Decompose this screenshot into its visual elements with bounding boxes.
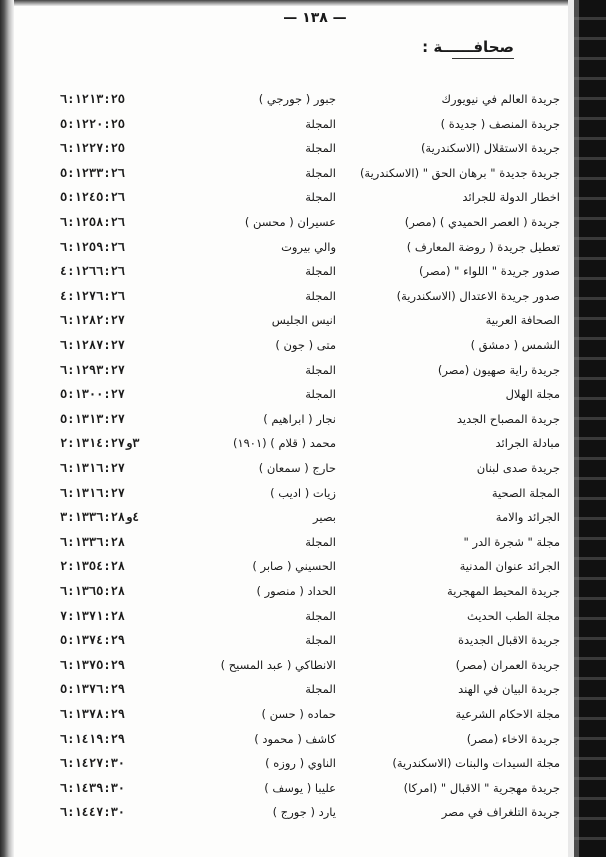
list-item — [60, 682, 560, 706]
entry-reference: ٦:١٣٣٦:٢٨ — [60, 534, 126, 549]
list-item — [60, 584, 560, 608]
entry-title: جريدة البيان في الهند — [458, 682, 560, 697]
entry-title: جريدة صدى لبنان — [476, 461, 560, 475]
entry-author: المجلة — [305, 116, 336, 131]
entry-reference: ٤:١٢٦٦:٢٦ — [60, 264, 126, 279]
list-item — [60, 240, 560, 264]
entry-title: صدور جريدة " اللواء " (مصر) — [419, 264, 560, 279]
entry-author: المجلة — [305, 264, 336, 279]
entry-reference: ٦:١٢٥٨:٢٦ — [60, 215, 126, 229]
entry-author: زيات ( اديب ) — [270, 485, 336, 500]
entry-author: المجلة — [305, 141, 336, 156]
entry-title: مجلة الاحكام الشرعية — [455, 707, 560, 721]
list-item — [60, 486, 560, 510]
entry-title: جريدة ( العصر الحميدي ) (مصر) — [404, 215, 560, 229]
entry-reference: ٦:١٢١٣:٢٥ — [60, 92, 126, 106]
entry-author: عليبا ( يوسف ) — [264, 780, 336, 795]
entry-reference: ٥:١٣٧٤:٢٩ — [60, 633, 126, 648]
entry-title: جريدة المنصف ( جديدة ) — [440, 116, 560, 131]
list-item — [60, 633, 560, 657]
list-item — [60, 338, 560, 362]
entry-author: انيس الجليس — [271, 313, 336, 328]
entry-title: جريدة الاستقلال (الاسكندرية) — [420, 141, 560, 156]
entry-author: محمد ( قلام ) (١٩٠١) — [232, 436, 336, 451]
entry-reference: ٤:١٢٧٦:٢٦ — [60, 288, 126, 303]
list-item — [60, 92, 560, 116]
list-item — [60, 805, 560, 829]
entry-author: نجار ( ابراهيم ) — [263, 411, 336, 426]
list-item — [60, 141, 560, 165]
entry-title: جريدة المصباح الجديد — [456, 411, 560, 426]
entry-reference: ٥:١٣١٣:٢٧ — [60, 411, 126, 426]
list-item — [60, 707, 560, 731]
entry-reference: ٧:١٣٧١:٢٨ — [60, 608, 126, 623]
section-heading: صحافــــــة : — [422, 38, 514, 56]
entry-author: المجلة — [305, 682, 336, 697]
list-item — [60, 535, 560, 559]
entry-reference: ٦:١٤٢٧:٣٠ — [60, 756, 126, 771]
scan-left-edge — [0, 0, 14, 857]
entry-title: جريدة راية صهيون (مصر) — [437, 362, 560, 377]
list-item — [60, 436, 560, 460]
entry-reference: ٥:١٢٢٠:٢٥ — [60, 116, 126, 131]
entry-title: جريدة العالم في نيويورك — [441, 92, 560, 106]
entry-author: المجلة — [305, 608, 336, 623]
entry-author: متى ( جون ) — [275, 338, 336, 352]
list-item — [60, 166, 560, 190]
entry-author: بصير — [313, 510, 336, 525]
entry-author: المجلة — [305, 387, 336, 402]
entry-author: كاشف ( محمود ) — [254, 731, 336, 746]
entry-reference: ٦:١٢٥٩:٢٦ — [60, 239, 126, 254]
entry-title: الجرائد عنوان المدنية — [459, 559, 560, 574]
entry-title: مجلة " شجرة الدر " — [463, 534, 560, 549]
entry-author: عسيران ( محسن ) — [244, 215, 336, 229]
entry-author: المجلة — [305, 190, 336, 205]
entry-author: المجلة — [305, 362, 336, 377]
entry-reference: ٦:١٢٨٧:٢٧ — [60, 338, 126, 352]
entry-title: مجلة الهلال — [505, 387, 560, 402]
entry-title: جريدة مهجرية " الاقبال " (امركا) — [403, 780, 560, 795]
scan-binding-strip — [568, 0, 606, 857]
entry-reference: ٥:١٣٠٠:٢٧ — [60, 387, 126, 402]
list-item — [60, 510, 560, 534]
entry-title: الصحافة العربية — [485, 313, 560, 328]
list-item — [60, 559, 560, 583]
list-item — [60, 215, 560, 239]
entry-reference: ٦:١٢٩٣:٢٧ — [60, 362, 126, 377]
list-item — [60, 117, 560, 141]
entry-author: الحداد ( منصور ) — [256, 584, 336, 598]
list-item — [60, 363, 560, 387]
entry-author: جبور ( جورجي ) — [258, 92, 336, 106]
entry-reference: ٦:١٤٤٧:٣٠ — [60, 805, 126, 820]
entry-title: مبادلة الجرائد — [495, 436, 560, 451]
entry-author: الحسيني ( صابر ) — [252, 559, 336, 574]
entry-title: المجلة الصحية — [491, 485, 560, 500]
entry-title: مجلة السيدات والبنات (الاسكندرية) — [392, 756, 560, 771]
list-item — [60, 732, 560, 756]
entry-reference: ٦:١٢٢٧:٢٥ — [60, 141, 126, 156]
entry-title: جريدة جديدة " برهان الحق " (الاسكندرية) — [359, 165, 560, 180]
entry-author: حماده ( حسن ) — [261, 707, 336, 721]
entry-reference: ٦:١٣٧٥:٢٩ — [60, 657, 126, 672]
list-item — [60, 658, 560, 682]
entry-title: جريدة المحيط المهجرية — [447, 584, 560, 598]
entry-title: جريدة الاقبال الجديدة — [457, 633, 560, 648]
list-item — [60, 461, 560, 485]
list-item — [60, 412, 560, 436]
entry-author: الناوي ( روزه ) — [265, 756, 336, 771]
entry-title: جريدة التلغراف في مصر — [441, 805, 560, 820]
entry-reference: ٦:١٢٨٢:٢٧ — [60, 313, 126, 328]
entry-author: المجلة — [305, 534, 336, 549]
entry-title: الشمس ( دمشق ) — [470, 338, 560, 352]
list-item — [60, 609, 560, 633]
entry-reference: ٦:١٣١٦:٢٧ — [60, 461, 126, 475]
entry-title: مجلة الطب الحديث — [467, 608, 560, 623]
entry-title: جريدة الاخاء (مصر) — [466, 731, 560, 746]
entry-reference: ٣و٢:١٣١٤:٢٧ — [60, 436, 140, 451]
entry-author: يارد ( جورج ) — [272, 805, 336, 820]
entry-title: الجرائد والامة — [495, 510, 560, 525]
list-item — [60, 781, 560, 805]
entry-reference: ٦:١٤١٩:٢٩ — [60, 731, 126, 746]
page-number: — ١٣٨ — — [283, 10, 347, 26]
list-item — [60, 756, 560, 780]
list-item — [60, 387, 560, 411]
entry-reference: ٦:١٣٧٨:٢٩ — [60, 707, 126, 721]
list-item — [60, 313, 560, 337]
list-item — [60, 289, 560, 313]
entry-reference: ٥:١٢٤٥:٢٦ — [60, 190, 126, 205]
entry-reference: ٦:١٣١٦:٢٧ — [60, 485, 126, 500]
entry-reference: ٦:١٤٣٩:٣٠ — [60, 780, 126, 795]
entry-reference: ٦:١٣٦٥:٢٨ — [60, 584, 126, 598]
entry-title: اخطار الدولة للجرائد — [462, 190, 560, 205]
entry-author: المجلة — [305, 288, 336, 303]
list-item — [60, 190, 560, 214]
entry-title: جريدة العمران (مصر) — [455, 657, 560, 672]
entry-author: المجلة — [305, 633, 336, 648]
entry-reference: ٤و٣:١٣٣٦:٢٨ — [60, 510, 140, 525]
entry-reference: ٥:١٢٣٣:٢٦ — [60, 165, 126, 180]
entry-author: الانطاكي ( عبد المسيح ) — [220, 657, 336, 672]
entry-reference: ٥:١٣٧٦:٢٩ — [60, 682, 126, 697]
entry-reference: ٢:١٣٥٤:٢٨ — [60, 559, 126, 574]
list-item — [60, 264, 560, 288]
entry-title: تعطيل جريدة ( روضة المعارف ) — [406, 239, 560, 254]
section-underline — [452, 58, 514, 59]
entry-author: والي بيروت — [281, 239, 336, 254]
scan-top-edge — [0, 0, 606, 6]
entry-author: المجلة — [305, 165, 336, 180]
entry-author: حارج ( سمعان ) — [258, 461, 336, 475]
entry-title: صدور جريدة الاعتدال (الاسكندرية) — [396, 288, 560, 303]
